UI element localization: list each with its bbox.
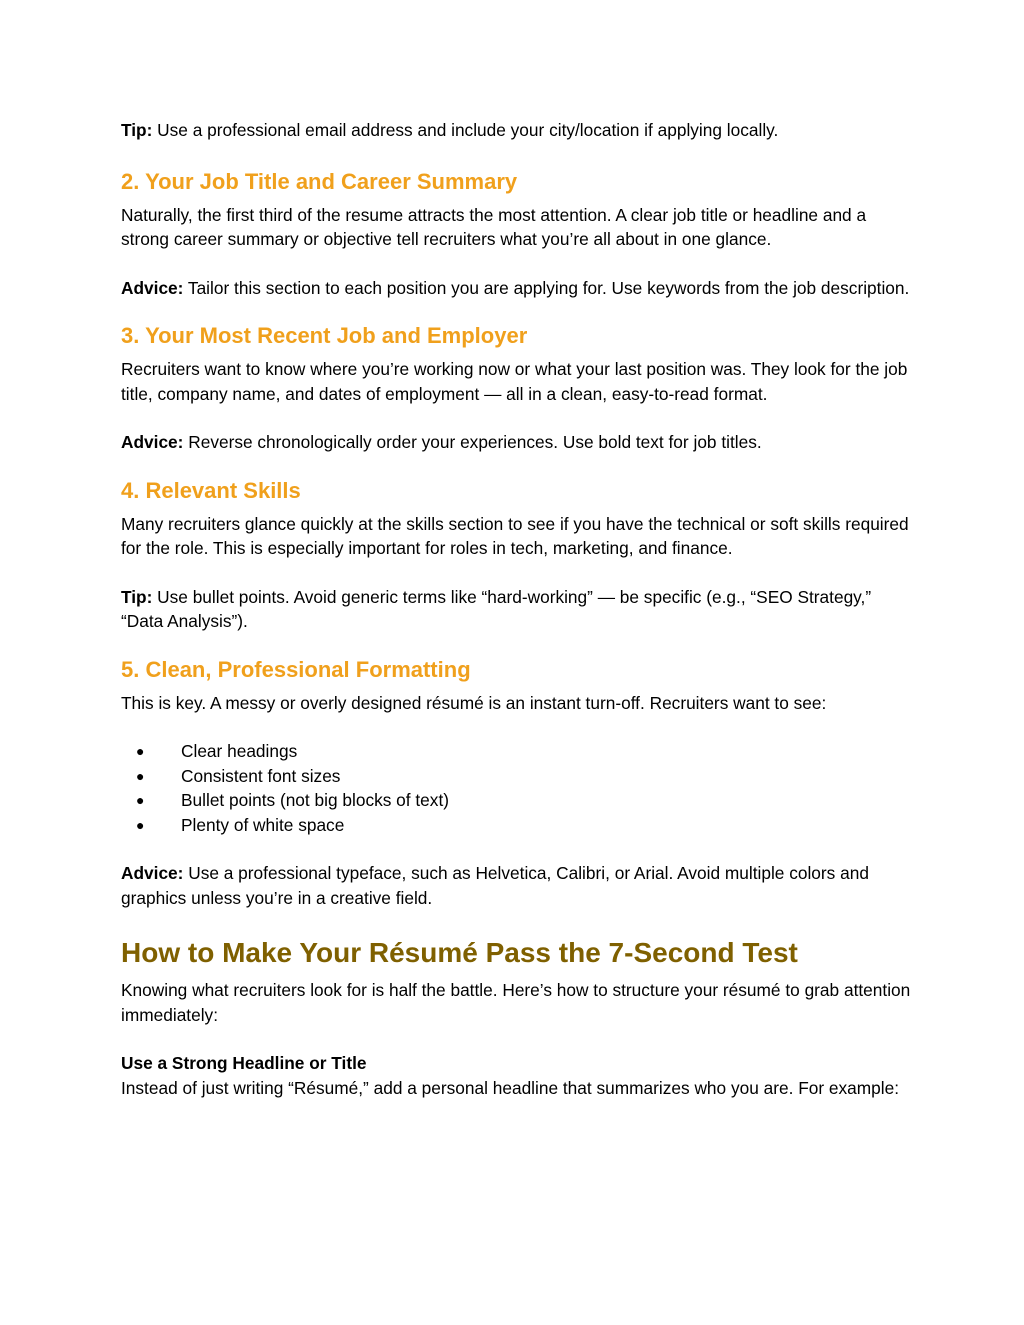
- tip-text: Use bullet points. Avoid generic terms like “hard-working” — be specific (e.g., “SEO Strategy,” “Data Analysis”).: [121, 586, 872, 631]
- tip-label: Tip:: [121, 120, 153, 140]
- section-heading-formatting: 5. Clean, Professional Formatting: [121, 656, 471, 682]
- section-advice-formatting: [121, 861, 911, 910]
- section-tip-skills: [121, 585, 911, 634]
- section-body-skills: Many recruiters glance quickly at the skills section to see if you have the technical or soft skills required for the role. This is especially important for roles in tech, marketing, and finance.: [121, 513, 909, 558]
- formatting-bullet-list: [121, 739, 911, 837]
- document-page: [121, 118, 911, 1100]
- section-heading-recent-job: 3. Your Most Recent Job and Employer: [121, 323, 528, 348]
- tip-text: Use a professional email address and include your city/location if applying locally.: [152, 120, 779, 140]
- advice-text: Reverse chronologically order your experiences. Use bold text for job titles.: [183, 432, 762, 452]
- list-item: ● Plenty of white space: [121, 813, 911, 838]
- list-item: ● Bullet points (not big blocks of text): [121, 788, 911, 813]
- advice-label: Advice:: [121, 277, 184, 298]
- list-item: ● Consistent font sizes: [121, 764, 911, 789]
- tip-label: Tip:: [121, 586, 153, 607]
- section-advice-job-title: [121, 276, 911, 301]
- bullet-icon: ●: [136, 767, 145, 784]
- intro-tip: [121, 118, 911, 143]
- bullet-icon: ●: [136, 792, 145, 808]
- subsection-title: Use a Strong Headline or Title: [121, 1053, 367, 1073]
- advice-text: Tailor this section to each position you are applying for. Use keywords from the job description.: [183, 277, 910, 298]
- advice-label: Advice:: [121, 863, 184, 883]
- list-item: ● Clear headings: [121, 739, 911, 764]
- main-intro: Knowing what recruiters look for is half the battle. Here’s how to structure your résumé to grab attention immediately:: [121, 980, 911, 1025]
- section-body-formatting: This is key. A messy or overly designed résumé is an instant turn-off. Recruiters want to see:: [121, 692, 827, 713]
- section-heading-job-title: 2. Your Job Title and Career Summary: [121, 168, 518, 194]
- section-body-job-title: Naturally, the first third of the resume attracts the most attention. A clear job title or headline and a strong career summary or objective tell recruiters what you’re all about in one glance.: [121, 204, 867, 249]
- subsection-body: Instead of just writing “Résumé,” add a personal headline that summarizes who you are. For example:: [121, 1077, 900, 1098]
- advice-text: Use a professional typeface, such as Helvetica, Calibri, or Arial. Avoid multiple colors and graphics unless you’re in a creative field.: [121, 863, 869, 908]
- advice-label: Advice:: [121, 432, 184, 452]
- section-body-recent-job: Recruiters want to know where you’re working now or what your last position was. They look for the job title, company name, and dates of employment — all in a clean, easy-to-read format.: [121, 359, 908, 404]
- section-heading-skills: 4. Relevant Skills: [121, 477, 301, 503]
- bullet-icon: ●: [136, 743, 145, 759]
- main-heading: How to Make Your Résumé Pass the 7-Second Test: [121, 937, 798, 968]
- bullet-icon: ●: [136, 816, 145, 833]
- section-advice-recent-job: [121, 430, 911, 455]
